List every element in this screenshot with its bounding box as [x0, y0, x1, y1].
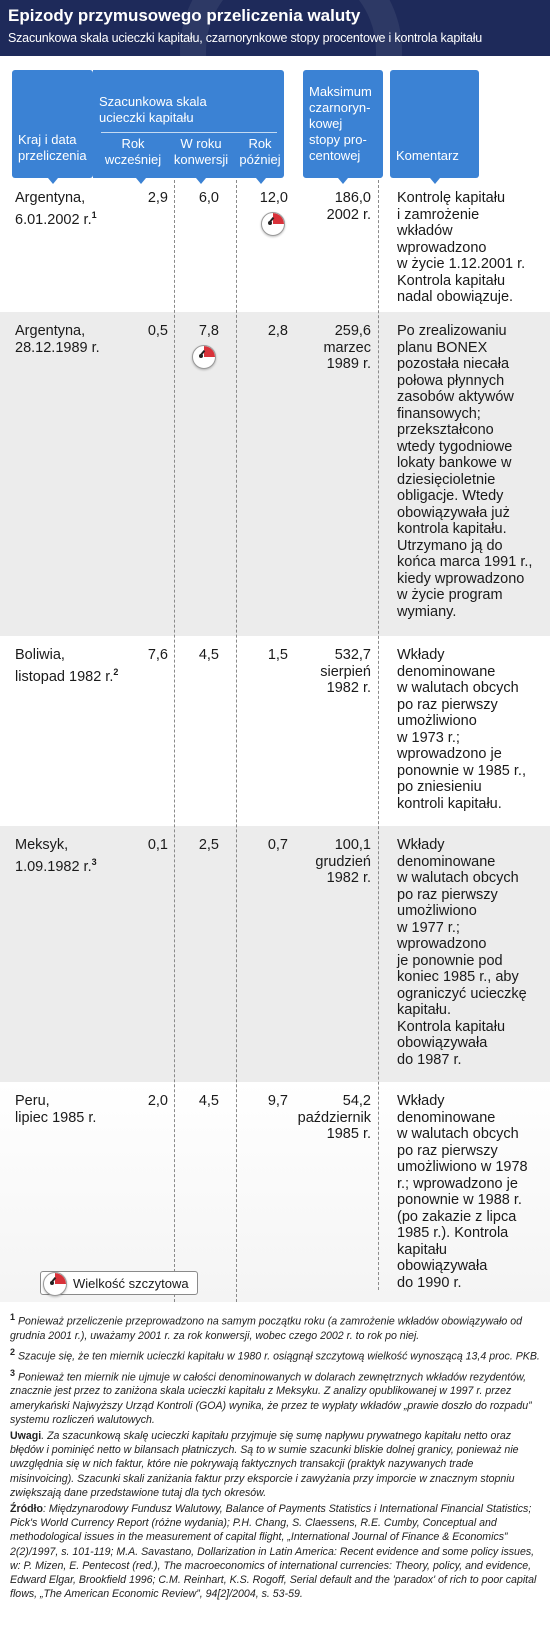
table-header	[0, 56, 550, 180]
source-label: Źródło	[10, 1503, 43, 1516]
value-before: 2,0	[147, 1093, 168, 1109]
max-line: 1989 r.	[326, 356, 371, 372]
comment-line: koniec 1985 r., aby	[397, 969, 519, 985]
country-line: Peru,	[15, 1093, 50, 1109]
comment-line: denominowane	[397, 853, 496, 870]
footnote-1: $^1$ Ponieważ przeliczenie przeprowadzono na samym początku roku (a zamrożenie wkładów obowiązywało od grudnia 2001 r.), uważamy 2001 r. za rok konwersji, wobec czego 2002 r. to rok po niej.	[10, 1312, 523, 1342]
max-rate-cell	[290, 190, 371, 223]
value-during: 6,0	[198, 190, 219, 206]
comment-line: (po zakazie z lipca	[397, 1208, 517, 1225]
footnote-2: $^2$ Szacuje się, że ten miernik ucieczki kapitału w 1980 r. osiągnął szczytową wielkość wynoszącą 13,4 proc. PKB.	[10, 1346, 540, 1363]
comment-line: do 1987 r.	[397, 1051, 462, 1068]
peak-gauge-icon	[192, 345, 216, 369]
comment-line: Wkłady	[397, 837, 445, 853]
max-rate-cell	[284, 1093, 371, 1143]
country-line: Argentyna,	[15, 190, 86, 206]
max-rate-cell	[290, 647, 371, 697]
value-during: 7,8	[198, 323, 219, 339]
source-text: : Międzynarodowy Fundusz Walutowy, Balance of Payments Statistics i International Financial Statistics; Pick's World Currency Report (różne wydania); P.H. Chang, S. Claessens, R.E. Cumby, Conceptual and methodological issues in the measurement of capital flight, „International Journal of Finance & Economics” 2(2)/1997, s. 101-119; M.A. Savastano, Dollarization in Latin America: Recent evidence and some policy issues, w: P. Mizen, E. Pentecost (red.), The macroeconomics of international currencies: Theory, policy, and evidence, Edward Elgar, Brookfield 1996; C.M. Reinhart, K.S. Rogoff, Serial default and the 'paradox' of rich to poor capital flows, „The American Economic Review”, 94[2]/2004, s. 53-59.	[10, 1503, 537, 1601]
table-row	[0, 180, 550, 312]
comment-line: połowa płynnych	[397, 372, 505, 389]
peak-gauge-icon	[261, 212, 285, 236]
header-comment	[390, 70, 479, 178]
max-line: 54,2	[342, 1093, 371, 1109]
comment-line: w życie program	[397, 587, 503, 603]
comment-line: denominowane	[397, 663, 496, 680]
comment-line: 1985 r.). Kontrola	[397, 1225, 509, 1241]
country-cell	[15, 837, 135, 875]
value-during: 4,5	[198, 1093, 219, 1109]
header-country-line: Kraj i data	[18, 132, 77, 147]
comment-line: po raz pierwszy	[397, 886, 498, 903]
legend-label: Wielkość szczytowa	[73, 1276, 189, 1291]
comment-line: kapitału	[397, 1241, 447, 1258]
max-rate-cell	[290, 837, 371, 887]
country-line: listopad 1982 r.	[15, 668, 114, 685]
comment-line: ograniczyć ucieczkę	[397, 985, 527, 1002]
comment-cell	[397, 837, 545, 1068]
comment-line: i zamrożenie	[397, 206, 480, 223]
comment-line: Kontrolę kapitału	[397, 190, 506, 206]
comment-line: obowiązywała już	[397, 504, 510, 521]
header-flight-line: ucieczki kapitału	[99, 110, 194, 125]
header-line: konwersji	[173, 152, 229, 167]
country-cell	[15, 190, 135, 228]
comment-line: w 1977 r.;	[397, 919, 460, 936]
comment-line: umożliwiono	[397, 903, 477, 919]
header-max-line: centowej	[309, 148, 361, 163]
max-line: 259,6	[334, 323, 371, 339]
comment-line: lokaty bankowe w	[397, 455, 512, 471]
comment-line: wprowadzono je	[397, 746, 502, 762]
country-line: 28.12.1989 r.	[15, 339, 100, 356]
comment-cell	[397, 1093, 545, 1291]
header-line: później	[239, 152, 281, 167]
country-line: Meksyk,	[15, 837, 69, 853]
comment-line: kiedy wprowadzono	[397, 570, 525, 587]
remarks-text: . Za szacunkową skalę ucieczki kapitału przyjmuje się sumę napływu prywatnego kapitału netto oraz błędów i pominięć netto w bilansach płatniczych. Są to w sumie szacunki bliskie dolnej granicy, ponieważ nie uwzględnia się w nich faktur, które nie pokrywają faktycznych transakcji (praktyk nazywanych trade misinvoicing). Szacunki skali zaniżania faktur przy eksporcie i zawyżania przy imporcie w znacznym stopniu zwiększają dane przedstawione tutaj dla tych okresów.	[10, 1430, 519, 1499]
comment-line: dziesięcioletnie	[397, 471, 496, 488]
comment-line: w walutach obcych	[397, 680, 519, 696]
comment-line: Wkłady	[397, 647, 445, 663]
footnote-text: Szacuje się, że ten miernik ucieczki kapitału w 1980 r. osiągnął szczytową wielkość wynoszącą 13,4 proc. PKB.	[17, 1350, 540, 1363]
comment-line: finansowych;	[397, 405, 481, 422]
max-line: 1982 r.	[326, 680, 371, 696]
page-title: Epizody przymusowego przeliczenia waluty	[8, 6, 361, 25]
comment-line: po zniesieniu	[397, 779, 482, 795]
peak-gauge-icon	[43, 1272, 67, 1296]
footnote-text: Ponieważ ten miernik nie ujmuje w całości denominowanych w dolarach zewnętrznych wkładów rezydentów, znacznie jest przez to zaniżona skala ucieczki kapitału z Meksyku. Z analizy opublikowanej w 1997 r. przez amerykański Najwyższy Urząd Kontroli (GOA) wynika, że przez te wypłaty wkładów „prawie doszło do rozpadu” systemu rozliczeń walutowych.	[10, 1371, 532, 1426]
column-divider	[236, 180, 237, 1302]
source	[10, 1502, 540, 1601]
comment-line: Kontrola kapitału	[397, 272, 506, 289]
value-during: 2,5	[198, 837, 219, 853]
comment-line: wprowadzono	[397, 239, 487, 256]
header-max-line: kowej	[309, 116, 343, 131]
max-line: 2002 r.	[326, 206, 371, 223]
column-divider	[174, 180, 175, 1302]
header-max-line: czarnoryn-	[309, 100, 371, 115]
country-cell	[15, 1093, 135, 1126]
value-before: 7,6	[147, 647, 168, 663]
title-banner	[0, 0, 550, 56]
comment-line: pozostała niecała	[397, 356, 510, 372]
max-line: październik	[297, 1109, 371, 1126]
comment-line: wprowadzono	[397, 936, 487, 952]
footnote-3: $^3$ Ponieważ ten miernik nie ujmuje w całości denominowanych w dolarach zewnętrznych wkładów rezydentów, znacznie jest przez to zaniżona skala ucieczki kapitału z Meksyku. Z analizy opublikowanej w 1997 r. przez amerykański Najwyższy Urząd Kontroli (GOA) wynika, że przez te wypłaty wkładów „prawie doszło do rozpadu” systemu rozliczeń walutowych.	[10, 1367, 532, 1426]
footnote-mark: 1	[91, 209, 97, 220]
comment-cell	[397, 190, 545, 306]
header-year-of	[168, 136, 234, 168]
country-cell	[15, 323, 135, 356]
comment-line: ponownie w 1985 r.,	[397, 762, 526, 779]
max-line: 1982 r.	[326, 870, 371, 886]
value-after: 12,0	[259, 190, 288, 206]
comment-line: Kontrola kapitału	[397, 1018, 506, 1035]
remarks-label: Uwagi	[10, 1430, 42, 1443]
comment-line: po raz pierwszy	[397, 1142, 498, 1159]
comment-line: w życie 1.12.2001 r.	[397, 256, 526, 272]
value-after: 2,8	[267, 323, 288, 339]
footnote-text: Ponieważ przeliczenie przeprowadzono na samym początku roku (a zamrożenie wkładów obowiązywało od grudnia 2001 r.), uważamy 2001 r. za rok konwersji, wobec czego 2002 r. to rok po niej.	[10, 1315, 523, 1342]
value-after: 1,5	[267, 647, 288, 663]
value-during: 4,5	[198, 647, 219, 663]
value-before: 2,9	[147, 190, 168, 206]
comment-line: r.; wprowadzono je	[397, 1175, 518, 1192]
header-divider	[101, 132, 277, 133]
comment-line: Po zrealizowaniu	[397, 323, 507, 339]
comment-line: w 1973 r.;	[397, 729, 460, 746]
table-row	[0, 636, 550, 826]
comment-line: kapitału.	[397, 1002, 452, 1018]
comment-line: końca marca 1991 r.,	[397, 554, 533, 570]
header-line: W roku	[180, 136, 222, 151]
comment-line: obowiązywała	[397, 1035, 488, 1051]
comment-line: przekształcono	[397, 422, 494, 438]
country-line: Argentyna,	[15, 323, 86, 339]
max-line: 186,0	[334, 190, 371, 206]
value-before: 0,5	[147, 323, 168, 339]
comment-cell	[397, 647, 545, 812]
header-max-rate	[303, 70, 383, 178]
comment-line: wtedy tygodniowe	[397, 438, 513, 455]
column-divider	[378, 180, 379, 1290]
value-after: 9,7	[267, 1093, 288, 1109]
header-year-before	[102, 136, 164, 168]
comment-line: ponownie w 1988 r.	[397, 1192, 522, 1208]
comment-line: umożliwiono w 1978	[397, 1159, 528, 1175]
max-line: marzec	[323, 339, 371, 356]
comment-line: obligacje. Wtedy	[397, 488, 504, 504]
header-max-line: stopy pro-	[309, 132, 367, 147]
header-country	[12, 70, 93, 178]
comment-line: zasobów aktywów	[397, 389, 514, 405]
comment-line: Utrzymano ją do	[397, 537, 503, 554]
country-line: 6.01.2002 r.	[15, 211, 92, 228]
comment-line: po raz pierwszy	[397, 696, 498, 713]
header-year-after	[238, 136, 282, 168]
table-row	[0, 312, 550, 636]
header-line: Rok	[248, 136, 272, 151]
value-after: 0,7	[267, 837, 288, 853]
table-row	[0, 826, 550, 1082]
header-line: Rok	[121, 136, 145, 151]
max-rate-cell	[290, 323, 371, 373]
max-line: grudzień	[315, 853, 371, 870]
country-line: lipiec 1985 r.	[15, 1109, 97, 1126]
comment-line: obowiązywała	[397, 1258, 488, 1274]
legend	[40, 1271, 198, 1295]
comment-line: kontroli kapitału.	[397, 795, 502, 812]
footnotes	[10, 1310, 540, 1603]
comment-line: do 1990 r.	[397, 1274, 462, 1291]
footnote-mark: 3	[91, 856, 97, 867]
comment-line: kontrola kapitału.	[397, 521, 507, 537]
comment-line: Wkłady	[397, 1093, 445, 1109]
max-line: sierpień	[320, 663, 371, 680]
comment-line: planu BONEX	[397, 339, 488, 356]
comment-line: je ponownie pod	[397, 952, 503, 969]
footnote-mark: 2	[113, 666, 119, 677]
country-line: Boliwia,	[15, 647, 65, 663]
comment-line: wkładów	[397, 223, 453, 239]
comment-line: w walutach obcych	[397, 1126, 519, 1142]
table-row	[0, 1082, 550, 1302]
country-line: 1.09.1982 r.	[15, 858, 92, 875]
header-line: wcześniej	[104, 152, 162, 167]
max-line: 532,7	[334, 647, 371, 663]
comment-line: w walutach obcych	[397, 870, 519, 886]
remarks	[10, 1429, 540, 1500]
comment-line: denominowane	[397, 1109, 496, 1126]
page-subtitle: Szacunkowa skala ucieczki kapitału, czarnorynkowe stopy procentowe i kontrola kapitału	[8, 31, 483, 45]
comment-line: nadal obowiązuje.	[397, 289, 514, 305]
comment-line: umożliwiono	[397, 713, 477, 729]
header-country-line: przeliczenia	[18, 148, 87, 163]
header-flight-line: Szacunkowa skala	[99, 94, 207, 109]
value-before: 0,1	[147, 837, 168, 853]
header-max-line: Maksimum	[309, 84, 372, 99]
max-line: 1985 r.	[326, 1126, 371, 1142]
max-line: 100,1	[334, 837, 371, 853]
comment-cell	[397, 323, 545, 620]
header-comment-line: Komentarz	[396, 148, 459, 163]
comment-line: wymiany.	[397, 603, 457, 620]
